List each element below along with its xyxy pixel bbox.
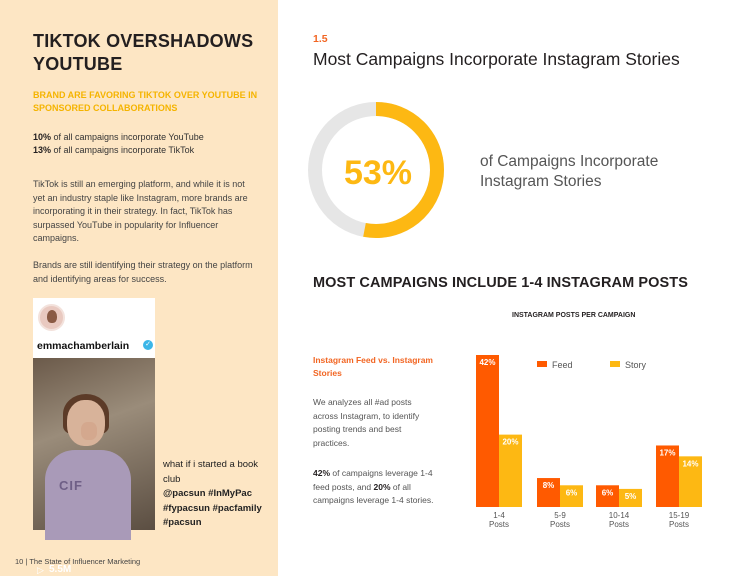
bar-label-story-0: 20%: [502, 437, 519, 447]
platform-stats: [33, 131, 263, 157]
view-count: 5.5M: [49, 564, 72, 575]
bar-label-feed-2: 6%: [601, 488, 614, 498]
shirt-lettering: CIF: [59, 478, 83, 493]
x-tick-label-1: 5-9: [554, 511, 566, 520]
x-tick-label-2: 10-14: [608, 511, 630, 520]
x-tick-label-3: 15-19: [668, 511, 690, 520]
left-panel: [0, 0, 278, 576]
x-tick-label-3-line2: Posts: [668, 520, 690, 529]
donut-value-label: 53%: [343, 154, 413, 192]
bar-label-feed-3: 17%: [659, 448, 676, 458]
feed-stats-paragraph: [313, 467, 443, 508]
feed-stat-value: 42%: [313, 468, 331, 478]
bar-feed-0: [476, 355, 499, 507]
strategy-paragraph: Brands are still identifying their strategy on the platform and identifying areas for success.: [33, 260, 253, 284]
feed-stat-mid: of campaigns leverage 1-4 feed posts, and: [313, 468, 433, 492]
bar-label-story-2: 5%: [624, 491, 637, 501]
x-tick-label-0-line2: Posts: [488, 520, 510, 529]
left-subtitle: BRAND ARE FAVORING TIKTOK OVER YOUTUBE IN SPONSORED COLLABORATIONS: [33, 90, 258, 113]
creator-photo: [51, 400, 121, 530]
posts-bar-chart: [466, 340, 726, 540]
stories-donut-chart: [305, 96, 447, 244]
methodology-paragraph: We analyzes all #ad posts across Instagram, to identify posting trends and best practices.: [313, 397, 420, 448]
page-footer: 10 | The State of Influencer Marketing: [15, 557, 141, 566]
legend-label-feed: Feed: [552, 360, 573, 370]
chart-title: INSTAGRAM POSTS PER CAMPAIGN: [512, 312, 636, 319]
left-title: TIKTOK OVERSHADOWS YOUTUBE: [33, 31, 254, 74]
bar-label-feed-1: 8%: [542, 481, 555, 491]
bar-label-story-1: 6%: [565, 488, 578, 498]
youtube-stat-text: of all campaigns incorporate YouTube: [51, 132, 204, 142]
verified-icon: ✓: [143, 340, 153, 350]
section-title: Most Campaigns Incorporate Instagram Stories: [313, 49, 680, 69]
section-number: 1.5: [313, 33, 328, 45]
feed-stat-end: of all campaigns leverage 1-4 stories.: [313, 481, 434, 505]
tiktok-stat-text: of all campaigns incorporate TikTok: [51, 145, 195, 155]
story-stat-value: 20%: [373, 481, 391, 492]
donut-description: of Campaigns Incorporate Instagram Stories: [480, 153, 659, 190]
caption-hashtags: @pacsun #InMyPac #fypacsun #pacfamily #pacsun: [163, 488, 262, 528]
tiktok-stat: [33, 144, 263, 157]
x-tick-label-0: 1-4: [493, 511, 505, 520]
tiktok-paragraph: TikTok is still an emerging platform, and while it is not yet an industry staple like Instagram, more brands are incorporating it in their strategy. In fact, TikTok has surpassed YouTube in popularity for Influencer campaigns.: [33, 179, 248, 243]
caption-text: what if i started a book club: [163, 459, 259, 485]
avatar: [38, 304, 65, 331]
play-icon: ▷: [37, 565, 44, 575]
x-tick-label-2-line2: Posts: [608, 520, 630, 529]
posts-heading: MOST CAMPAIGNS INCLUDE 1-4 INSTAGRAM POSTS: [313, 275, 689, 291]
tiktok-handle: emmachamberlain: [37, 340, 130, 352]
x-tick-label-1-line2: Posts: [549, 520, 571, 529]
bar-label-feed-0: 42%: [479, 358, 496, 367]
bar-label-story-3: 14%: [682, 459, 699, 469]
youtube-stat-value: 10%: [33, 132, 52, 142]
legend-label-story: Story: [625, 360, 647, 370]
tiktok-stat-value: 13%: [33, 145, 52, 155]
feed-vs-stories-title: Instagram Feed vs. Instagram Stories: [313, 355, 433, 378]
legend-swatch-story: [610, 361, 620, 367]
legend-swatch-feed: [537, 361, 547, 367]
youtube-stat: [33, 131, 263, 144]
tiktok-caption: [163, 458, 273, 531]
